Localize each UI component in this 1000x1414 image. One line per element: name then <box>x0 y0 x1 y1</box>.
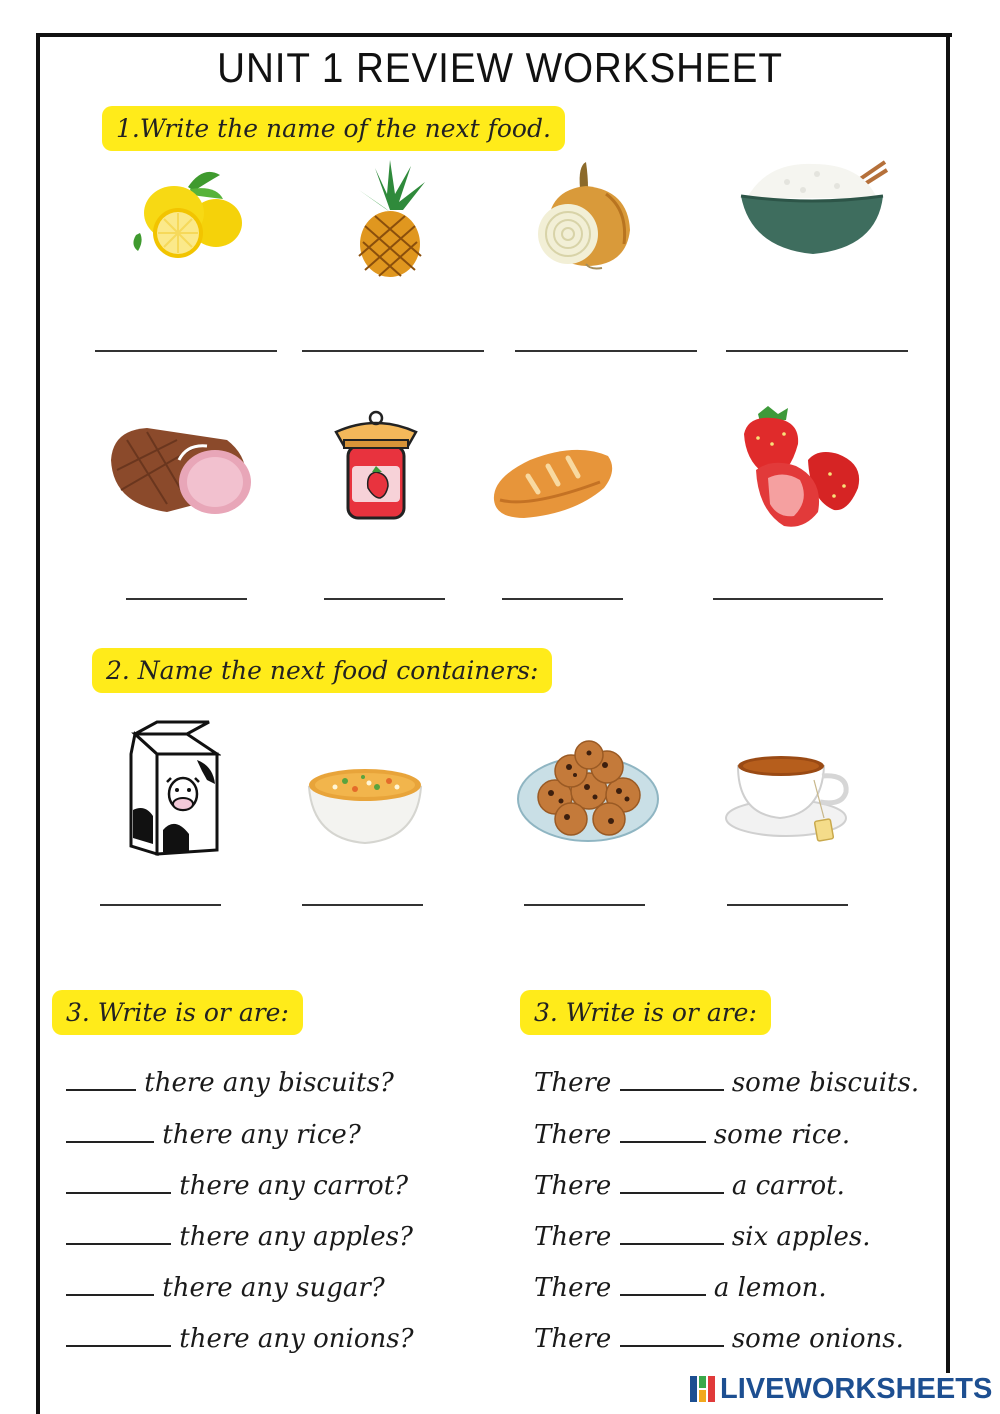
sentence-start: There <box>534 1068 612 1098</box>
question-item <box>66 1324 414 1354</box>
answer-blank[interactable] <box>66 1174 171 1194</box>
answer-blank[interactable] <box>620 1123 706 1143</box>
ham-icon <box>107 420 257 518</box>
sentence-item <box>534 1222 871 1252</box>
answer-line-soup[interactable] <box>302 904 423 906</box>
question-text: there any rice? <box>162 1120 361 1150</box>
strawberry-icon <box>738 404 866 530</box>
answer-blank[interactable] <box>66 1327 171 1347</box>
answer-blank[interactable] <box>66 1225 171 1245</box>
answer-line-bread[interactable] <box>502 598 623 600</box>
sentence-start: There <box>534 1324 612 1354</box>
liveworksheets-mark-icon <box>690 1374 716 1404</box>
answer-blank[interactable] <box>620 1071 724 1091</box>
sentence-start: There <box>534 1171 612 1201</box>
question-text: there any biscuits? <box>144 1068 394 1098</box>
sentence-start: There <box>534 1273 612 1303</box>
answer-line-onion[interactable] <box>515 350 697 352</box>
answer-line-ham[interactable] <box>126 598 247 600</box>
sentence-item <box>534 1324 904 1354</box>
answer-blank[interactable] <box>620 1327 724 1347</box>
answer-blank[interactable] <box>620 1174 724 1194</box>
answer-line-biscuits[interactable] <box>524 904 645 906</box>
frame-left-border <box>36 33 40 1414</box>
biscuits-plate-icon <box>515 735 661 845</box>
sentence-start: There <box>534 1120 612 1150</box>
onion-icon <box>528 160 638 270</box>
section1-heading: 1.Write the name of the next food. <box>102 106 565 151</box>
sentence-item <box>534 1273 827 1303</box>
sentence-end: some biscuits. <box>731 1068 920 1098</box>
bread-icon <box>490 442 618 520</box>
answer-line-milk[interactable] <box>100 904 221 906</box>
answer-blank[interactable] <box>66 1276 154 1296</box>
answer-line-strawberry[interactable] <box>713 598 883 600</box>
sentence-item <box>534 1120 850 1150</box>
sentence-end: some rice. <box>713 1120 851 1150</box>
answer-line-pineapple[interactable] <box>302 350 484 352</box>
frame-top-border <box>36 33 952 37</box>
answer-blank[interactable] <box>66 1071 136 1091</box>
question-text: there any sugar? <box>162 1273 385 1303</box>
sentence-end: some onions. <box>731 1324 904 1354</box>
jam-jar-icon <box>330 410 420 522</box>
sentence-item <box>534 1171 845 1201</box>
answer-blank[interactable] <box>620 1276 706 1296</box>
answer-line-lemon[interactable] <box>95 350 277 352</box>
frame-right-border <box>946 33 950 1373</box>
liveworksheets-logo-text: LIVEWORKSHEETS <box>720 1372 993 1405</box>
question-text: there any carrot? <box>179 1171 409 1201</box>
question-item <box>66 1171 408 1201</box>
answer-line-tea[interactable] <box>727 904 848 906</box>
tea-cup-icon <box>722 740 862 850</box>
answer-blank[interactable] <box>66 1123 154 1143</box>
question-text: there any onions? <box>179 1324 414 1354</box>
sentence-end: a carrot. <box>731 1171 845 1201</box>
liveworksheets-logo[interactable] <box>690 1372 992 1406</box>
section2-heading: 2. Name the next food containers: <box>92 648 552 693</box>
question-item <box>66 1273 385 1303</box>
page-title: UNIT 1 REVIEW WORKSHEET <box>217 44 783 91</box>
section3-right-heading: 3. Write is or are: <box>520 990 771 1035</box>
answer-blank[interactable] <box>620 1225 724 1245</box>
sentence-end: six apples. <box>731 1222 871 1252</box>
question-item <box>66 1068 394 1098</box>
milk-carton-icon <box>123 720 221 858</box>
question-text: there any apples? <box>179 1222 413 1252</box>
sentence-end: a lemon. <box>713 1273 827 1303</box>
question-item <box>66 1120 361 1150</box>
sentence-item <box>534 1068 919 1098</box>
question-item <box>66 1222 413 1252</box>
rice-bowl-icon <box>737 158 889 258</box>
soup-bowl-icon <box>305 755 425 847</box>
section3-left-heading: 3. Write is or are: <box>52 990 303 1035</box>
answer-line-rice[interactable] <box>726 350 908 352</box>
sentence-start: There <box>534 1222 612 1252</box>
pineapple-icon <box>345 160 435 278</box>
lemon-icon <box>128 165 243 260</box>
answer-line-jam[interactable] <box>324 598 445 600</box>
